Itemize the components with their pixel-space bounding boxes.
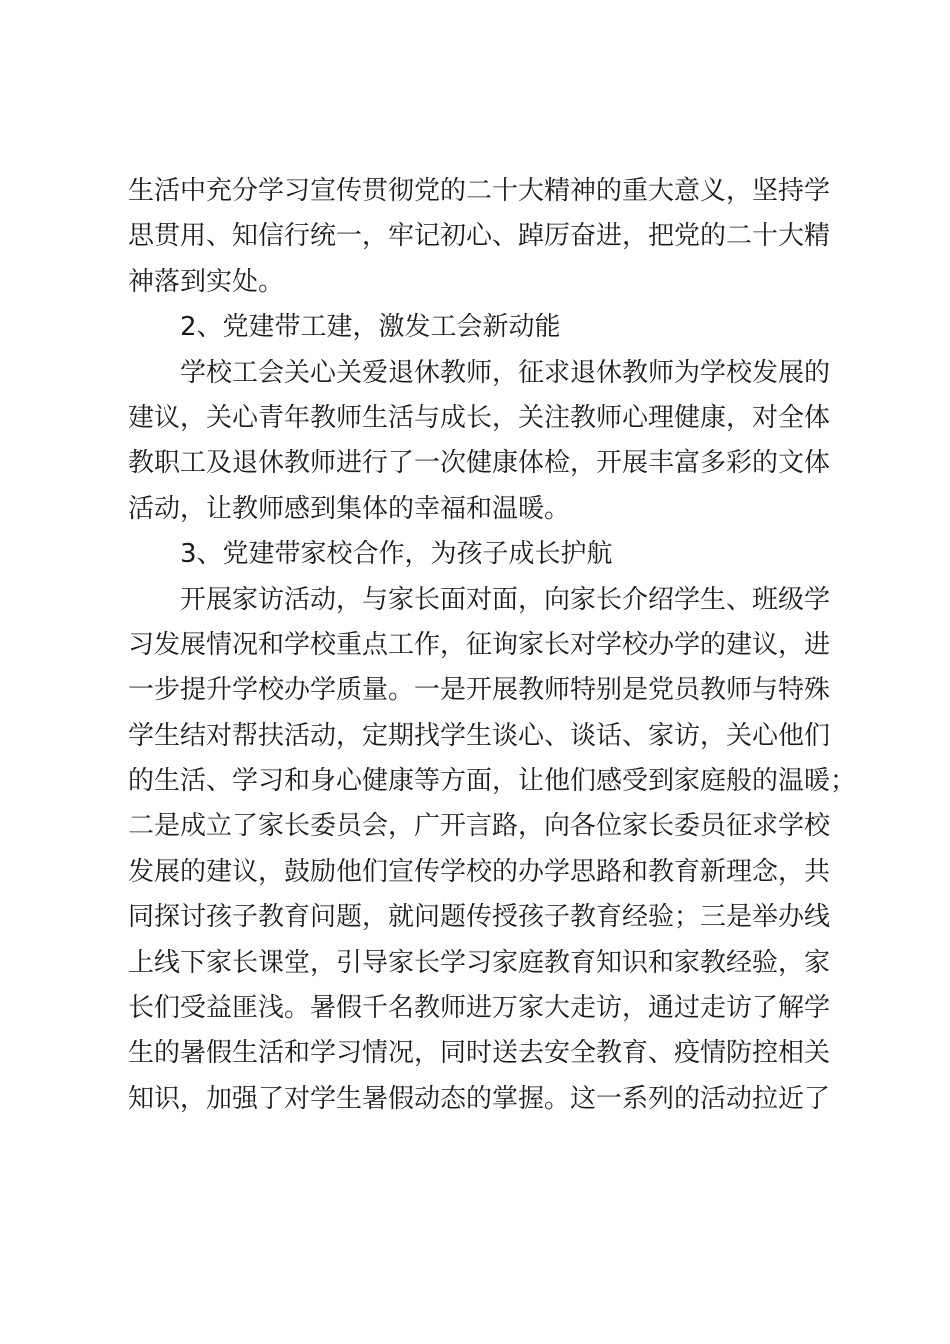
text-line: 教职工及退休教师进行了一次健康体检，开展丰富多彩的文体 (128, 448, 831, 479)
text-line: 同探讨孩子教育问题，就问题传授孩子教育经验；三是举办线 (128, 902, 831, 933)
text-line: 学生结对帮扶活动，定期找学生谈心、谈话、家访，关心他们 (128, 720, 831, 751)
text-line: 发展的建议，鼓励他们宣传学校的办学思路和教育新理念，共 (128, 856, 831, 887)
text-line: 长们受益匪浅。暑假千名教师进万家大走访，通过走访了解学 (128, 993, 831, 1024)
text-line: 建议，关心青年教师生活与成长，关注教师心理健康，对全体 (128, 402, 831, 433)
paragraph-3 (128, 578, 857, 1123)
text-line: 开展家访活动，与家长面对面，向家长介绍学生、班级学 (180, 584, 831, 615)
text-line: 知识，加强了对学生暑假动态的掌握。这一系列的活动拉近了 (128, 1083, 831, 1114)
section-heading-2: 2、党建带工建，激发工会新动能 (180, 312, 561, 343)
text-line: 上线下家长课堂，引导家长学习家庭教育知识和家教经验，家 (128, 947, 831, 978)
text-line: 思贯用、知信行统一，牢记初心、踔厉奋进，把党的二十大精 (128, 221, 831, 252)
text-line: 一步提升学校办学质量。一是开展教师特别是党员教师与特殊 (128, 675, 831, 706)
paragraph-2 (128, 351, 840, 533)
text-line: 神落到实处。 (128, 266, 285, 297)
text-line: 生的暑假生活和学习情况，同时送去安全教育、疫情防控相关 (128, 1038, 831, 1069)
section-heading-3: 3、党建带家校合作，为孩子成长护航 (180, 539, 613, 570)
paragraph-1 (128, 169, 840, 305)
document-body (128, 169, 857, 1122)
text-line: 学校工会关心关爱退休教师，征求退休教师为学校发展的 (180, 357, 831, 388)
text-line: 的生活、学习和身心健康等方面，让他们感受到家庭般的温暖； (128, 766, 857, 797)
text-line: 二是成立了家长委员会，广开言路，向各位家长委员征求学校 (128, 811, 831, 842)
text-line: 活动，让教师感到集体的幸福和温暖。 (128, 493, 571, 524)
text-line: 习发展情况和学校重点工作，征询家长对学校办学的建议，进 (128, 629, 831, 660)
text-line: 生活中充分学习宣传贯彻党的二十大精神的重大意义，坚持学 (128, 176, 831, 206)
